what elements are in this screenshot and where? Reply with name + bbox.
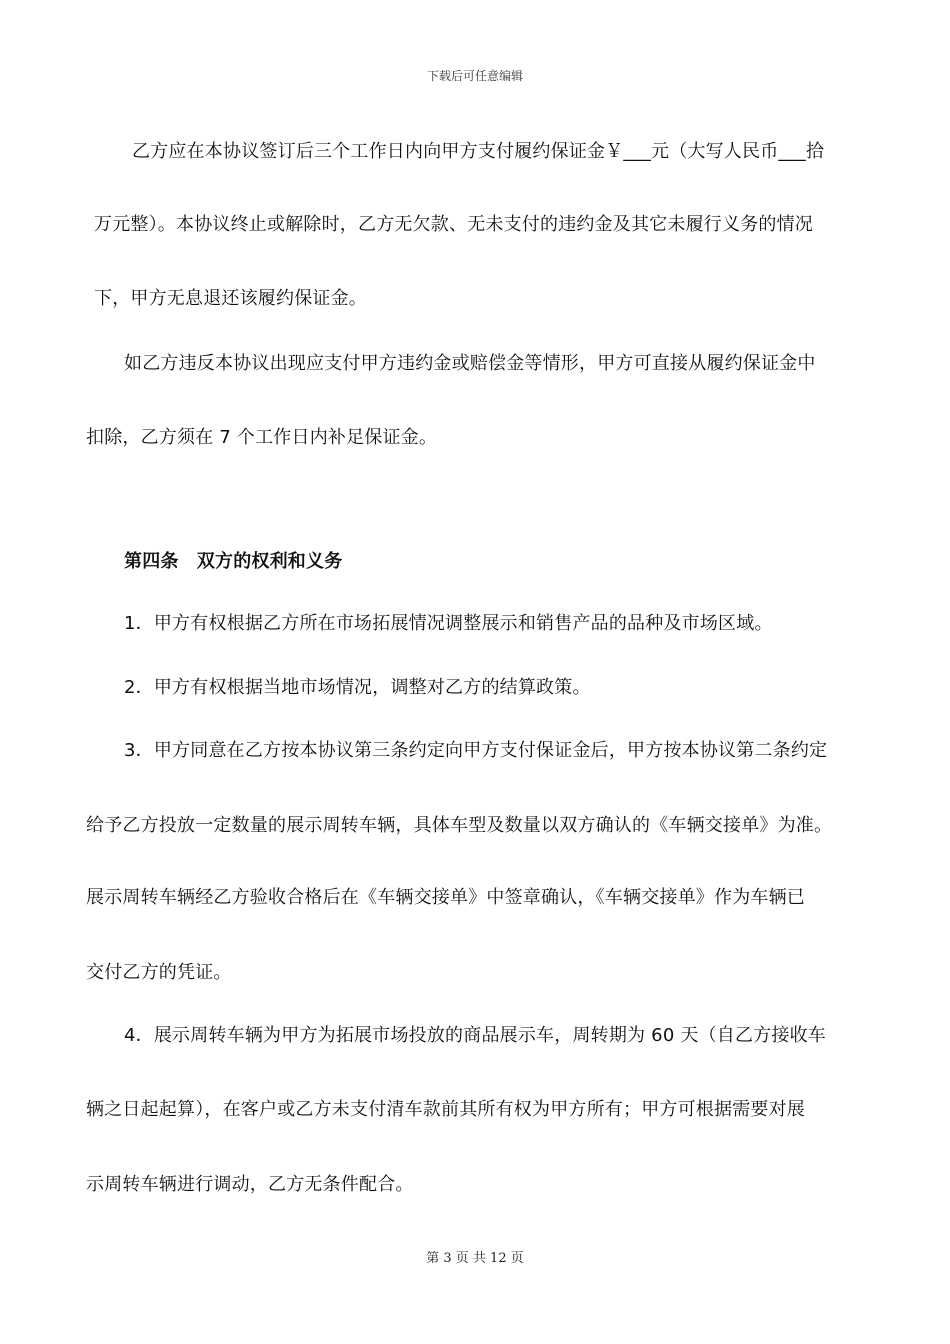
paragraph-line: 如乙方违反本协议出现应支付甲方违约金或赔偿金等情形，甲方可直接从履约保证金中 <box>124 353 816 374</box>
page-footer: 第 3 页 共 12 页 <box>426 1251 524 1266</box>
paragraph-line: 下，甲方无息退还该履约保证金。 <box>94 288 367 309</box>
paragraph-line: 乙方应在本协议签订后三个工作日内向甲方支付履约保证金￥___元（大写人民币___拾 <box>132 141 825 162</box>
list-item: 1．甲方有权根据乙方所在市场拓展情况调整展示和销售产品的品种及市场区域。 <box>124 613 773 634</box>
paragraph-line: 示周转车辆进行调动，乙方无条件配合。 <box>86 1174 414 1195</box>
paragraph-line: 辆之日起起算），在客户或乙方未支付清车款前其所有权为甲方所有；甲方可根据需要对展 <box>86 1099 805 1120</box>
paragraph-line: 扣除，乙方须在 7 个工作日内补足保证金。 <box>86 427 438 448</box>
list-item: 2．甲方有权根据当地市场情况，调整对乙方的结算政策。 <box>124 677 591 698</box>
list-item: 3．甲方同意在乙方按本协议第三条约定向甲方支付保证金后，甲方按本协议第二条约定 <box>124 740 828 761</box>
paragraph-line: 展示周转车辆经乙方验收合格后在《车辆交接单》中签章确认，《车辆交接单》作为车辆已 <box>86 887 805 908</box>
page-header: 下载后可任意编辑 <box>426 69 523 83</box>
paragraph-line: 给予乙方投放一定数量的展示周转车辆，具体车型及数量以双方确认的《车辆交接单》为准。 <box>86 815 833 836</box>
section-heading: 第四条 双方的权利和义务 <box>124 551 343 572</box>
paragraph-line: 交付乙方的凭证。 <box>86 962 232 983</box>
paragraph-line: 万元整）。本协议终止或解除时，乙方无欠款、无未支付的违约金及其它未履行义务的情况 <box>94 214 813 235</box>
list-item: 4．展示周转车辆为甲方为拓展市场投放的商品展示车，周转期为 60 天（自乙方接收车 <box>124 1025 826 1046</box>
